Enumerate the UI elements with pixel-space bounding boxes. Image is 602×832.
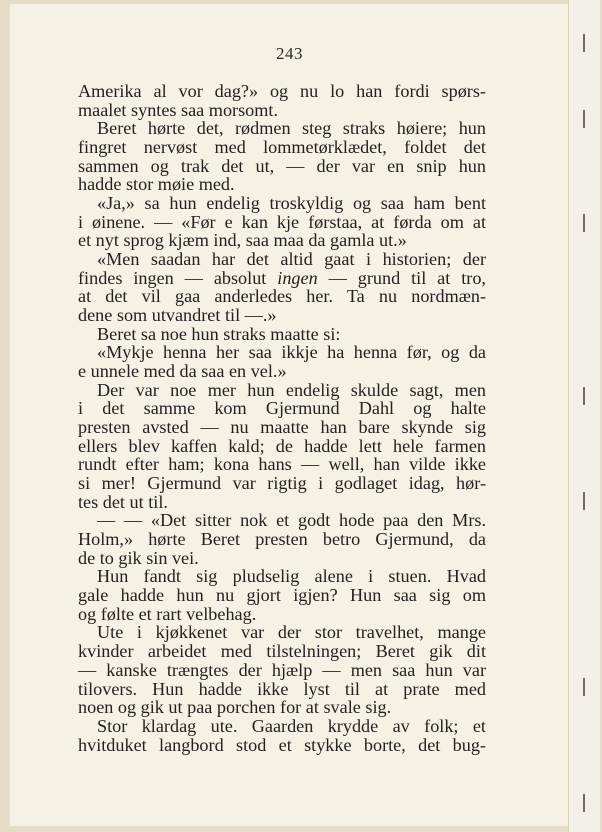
- text-line: de to gik sin vei.: [78, 547, 199, 568]
- text-line: «Men saadan har det altid gaat i historien; der: [97, 249, 486, 270]
- text-line: Amerika al vor dag?» og nu lo han fordi spørs-: [78, 81, 486, 101]
- text-line: Holm,» hørte Beret presten betro Gjermund, da: [78, 529, 486, 550]
- text-line: — — «Det sitter nok et godt hode paa den Mrs.: [97, 510, 486, 531]
- page-number: 243: [276, 44, 303, 63]
- page-text-block: [78, 82, 486, 754]
- text-line: Hun fandt sig pludselig alene i stuen. Hvad: [97, 566, 486, 587]
- text-line: gale hadde hun nu gjort igjen? Hun saa sig om: [78, 585, 486, 606]
- text-line: dene som utvandret til —.»: [78, 305, 277, 326]
- text-line: tilovers. Hun hadde ikke lyst til at prate med: [78, 678, 486, 699]
- text-line: i det samme kom Gjermund Dahl og halte: [78, 398, 486, 419]
- text-line: Der var noe mer hun endelig skulde sagt, men: [97, 379, 486, 400]
- edge-tick-1: [583, 34, 585, 52]
- text-line-part: findes ingen — absolut: [78, 267, 278, 288]
- scan-edge: [568, 0, 600, 832]
- text-line: «Ja,» sa hun endelig troskyldig og saa ham bent: [97, 193, 486, 214]
- text-line: Ute i kjøkkenet var der stor travelhet, mange: [97, 622, 486, 643]
- text-line: presten avsted — nu maatte han bare skynde sig: [78, 417, 486, 438]
- text-line: at det vil gaa anderledes her. Ta nu nordmæn-: [78, 286, 486, 307]
- edge-tick-5: [583, 492, 585, 510]
- text-line: — kanske trængtes der hjælp — men saa hun var: [78, 659, 486, 680]
- text-line: kvinder arbeidet med tilstelningen; Beret gik dit: [78, 641, 486, 662]
- text-line: et nyt sprog kjæm ind, saa maa da gamla ut.»: [78, 230, 407, 251]
- text-line: tes det ut til.: [78, 491, 168, 512]
- text-line-part: — grund til at tro,: [317, 267, 486, 288]
- edge-tick-4: [583, 387, 585, 405]
- text-line: rundt efter ham; kona hans — well, han vilde ikke: [78, 454, 486, 475]
- text-line: maalet syntes saa morsomt.: [78, 99, 279, 120]
- text-line: Beret sa noe hun straks maatte si:: [97, 323, 341, 344]
- text-line: si mer! Gjermund var rigtig i godlaget idag, hør-: [78, 473, 486, 494]
- text-line: i øinene. — «Før e kan kje førstaa, at førda om at: [78, 211, 486, 232]
- text-line: [78, 269, 486, 288]
- text-line: og følte et rart velbehag.: [78, 603, 257, 624]
- emphasis-word: ingen: [277, 267, 318, 288]
- text-line: e unnele med da saa en vel.»: [78, 361, 287, 382]
- edge-tick-3: [583, 214, 585, 232]
- text-line: Beret hørte det, rødmen steg straks høiere; hun: [97, 118, 486, 139]
- text-line: ellers blev kaffen kald; de hadde lett hele farmen: [78, 435, 486, 456]
- edge-tick-6: [583, 678, 585, 696]
- text-line: hadde stor møie med.: [78, 174, 235, 195]
- text-line: noen og gik ut paa porchen for at svale sig.: [78, 697, 392, 718]
- text-line: hvitduket langbord stod et stykke borte, det bug-: [78, 734, 486, 755]
- text-line: «Mykje henna her saa ikkje ha henna før, og da: [97, 342, 486, 363]
- edge-tick-2: [583, 110, 585, 128]
- text-line: sammen og trak det ut, — der var en snip hun: [78, 155, 486, 176]
- text-line: fingret nervøst med lommetørklædet, foldet det: [78, 137, 486, 158]
- edge-tick-7: [583, 794, 585, 812]
- text-line: Stor klardag ute. Gaarden krydde av folk; et: [97, 715, 486, 736]
- book-page: [10, 4, 569, 826]
